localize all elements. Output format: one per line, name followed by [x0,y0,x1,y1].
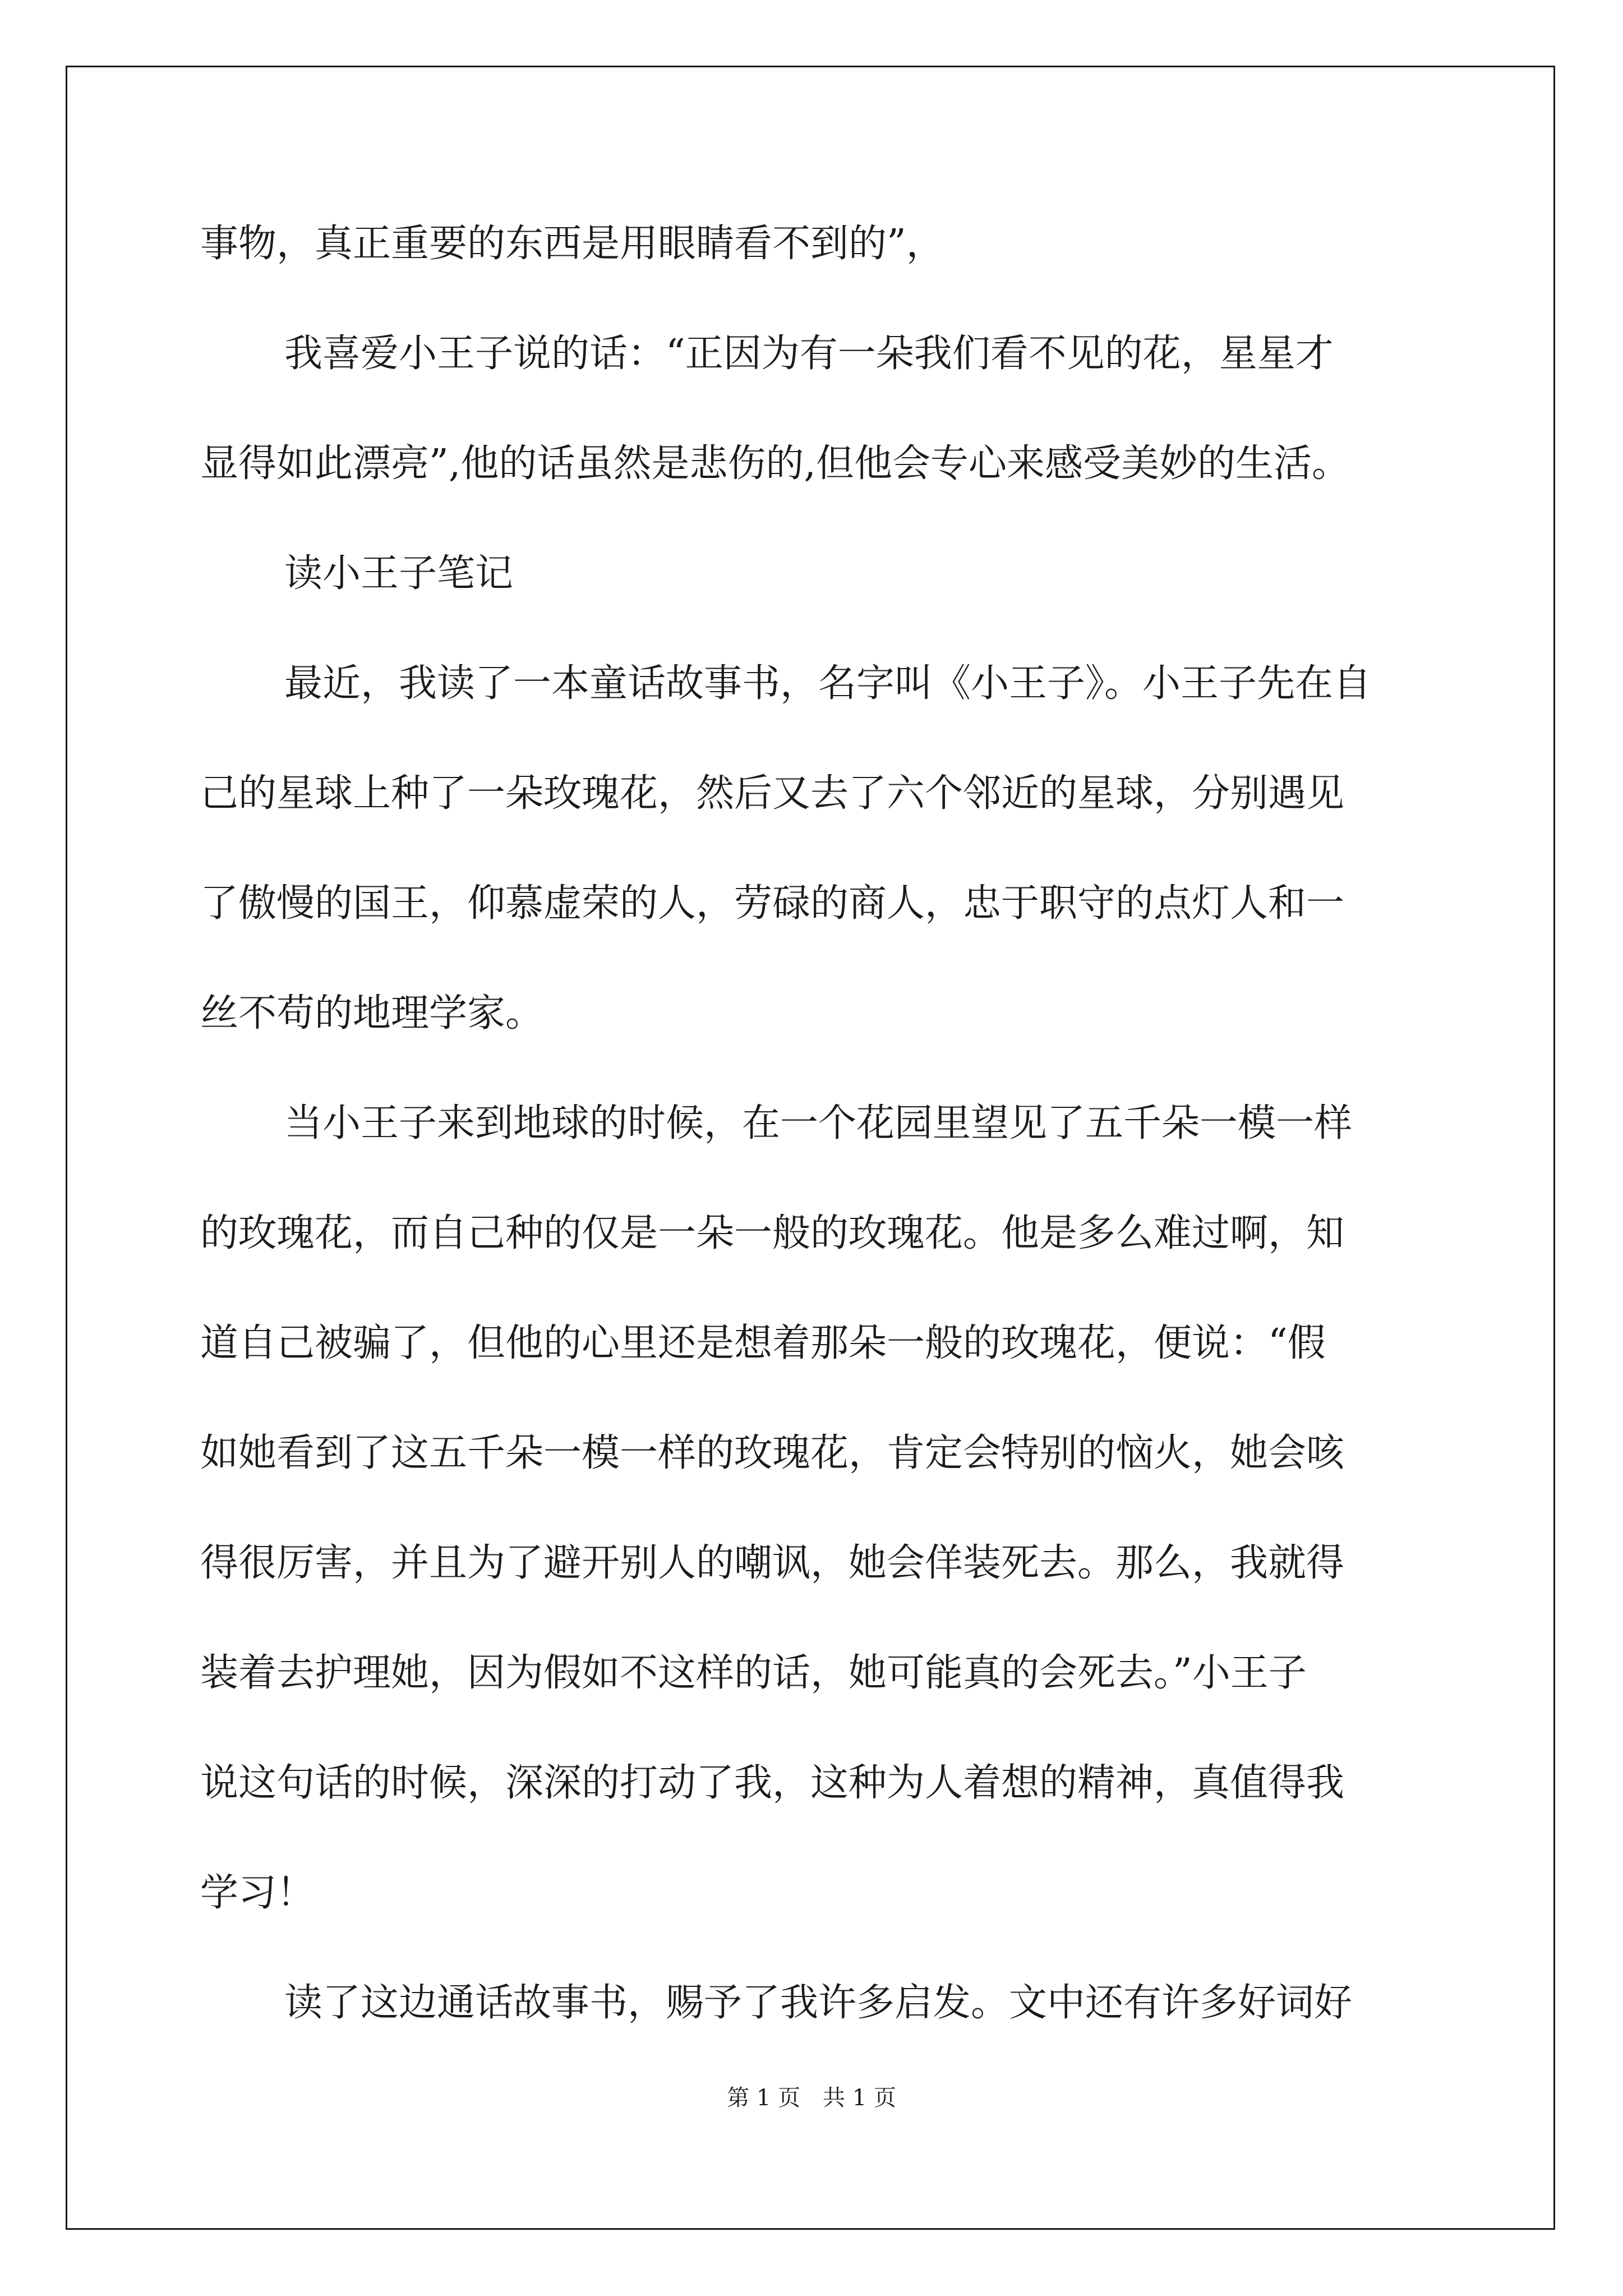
text-line: 己的星球上种了一朵玫瑰花，然后又去了六个邻近的星球，分别遇见 [200,771,1345,816]
page-total: 共 1 页 [823,2085,896,2111]
page-footer [0,2081,1623,2115]
text-line: 了傲慢的国王，仰慕虚荣的人，劳碌的商人，忠于职守的点灯人和一 [200,881,1345,926]
text-line: 装着去护理她，因为假如不这样的话，她可能真的会死去。”小王子 [200,1651,1307,1695]
text-line: 得很厉害，并且为了避开别人的嘲讽，她会佯装死去。那么，我就得 [200,1541,1345,1585]
text-line: 说这句话的时候，深深的打动了我，这种为人着想的精神，真值得我 [200,1761,1345,1805]
text-line: 当小王子来到地球的时候，在一个花园里望见了五千朵一模一样 [284,1101,1353,1145]
text-line: 丝不苟的地理学家。 [200,991,544,1036]
section-heading: 读小王子笔记 [284,551,514,596]
text-line: 最近，我读了一本童话故事书，名字叫《小王子》。小王子先在自 [284,661,1372,706]
text-line: 读了这边通话故事书，赐予了我许多启发。文中还有许多好词好 [284,1981,1353,2025]
text-line: 道自己被骗了，但他的心里还是想着那朵一般的玫瑰花，便说：“假 [200,1321,1326,1365]
text-line: 学习！ [200,1871,315,1915]
text-line: 我喜爱小王子说的话：“正因为有一朵我们看不见的花，星星才 [284,332,1334,376]
text-line: 事物，真正重要的东西是用眼睛看不到的”， [200,222,944,266]
text-line: 如她看到了这五千朵一模一样的玫瑰花，肯定会特别的恼火，她会咳 [200,1431,1345,1475]
page-number: 第 1 页 [727,2085,800,2111]
text-line: 显得如此漂亮”,他的话虽然是悲伤的,但他会专心来感受美妙的生活。 [200,441,1350,486]
text-line: 的玫瑰花，而自己种的仅是一朵一般的玫瑰花。他是多么难过啊，知 [200,1211,1345,1255]
document-body [200,189,1440,2058]
